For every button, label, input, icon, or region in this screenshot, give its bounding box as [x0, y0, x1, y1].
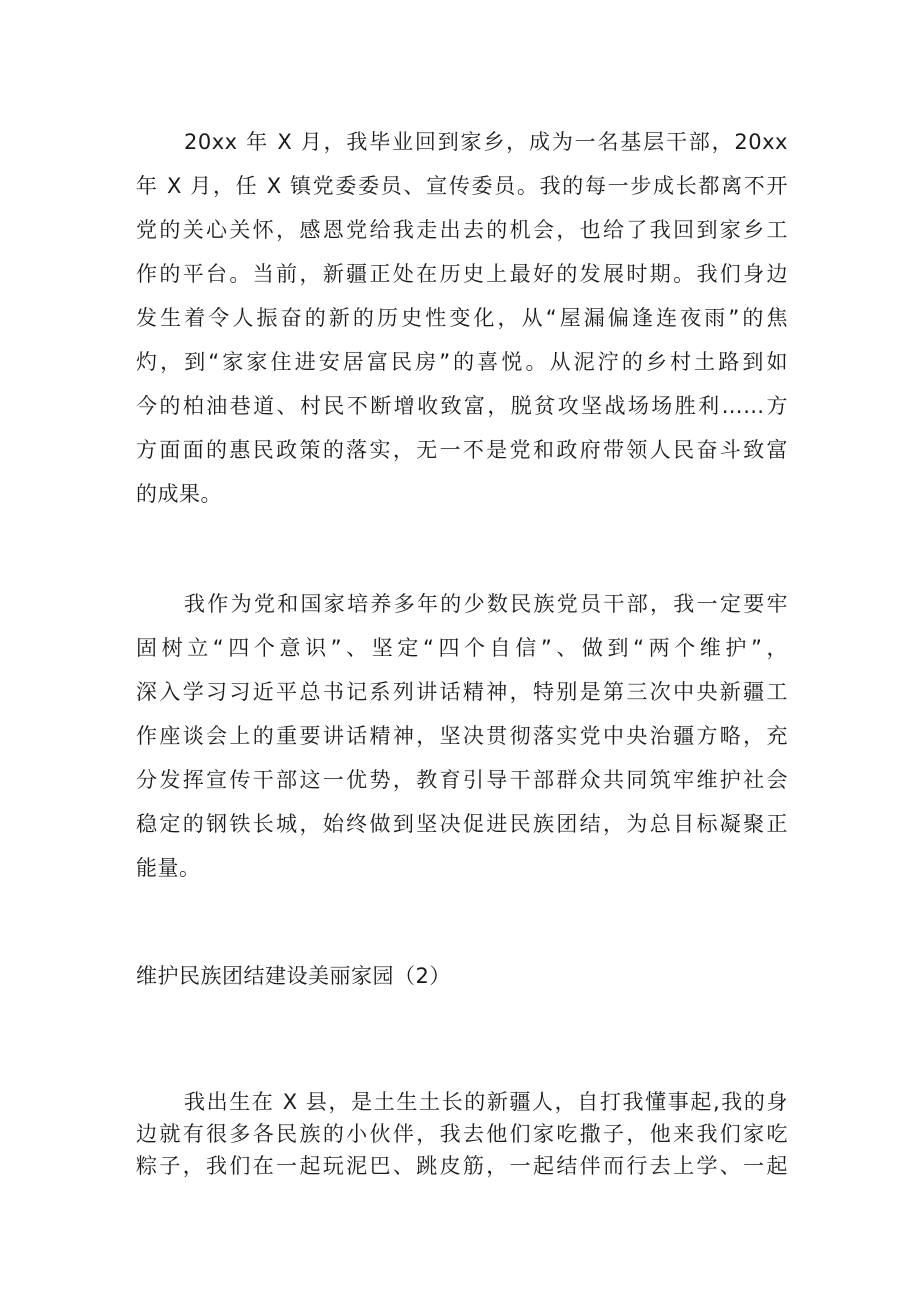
paragraph-line: 固树立“四个意识”、坚定“四个自信”、做到“两个维护”， [136, 636, 788, 660]
paragraph-line: 作的平台。当前，新疆正处在历史上最好的发展时期。我们身边 [136, 262, 788, 286]
paragraph-line: 的成果。 [136, 482, 222, 506]
paragraph-line: 发生着令人振奋的新的历史性变化，从“屋漏偏逢连夜雨”的焦 [136, 306, 788, 330]
paragraph-line: 边就有很多各民族的小伙伴，我去他们家吃撒子，他来我们家吃 [136, 1122, 788, 1146]
paragraph-line: 党的关心关怀，感恩党给我走出去的机会，也给了我回到家乡工 [136, 218, 788, 242]
paragraph-line: 我作为党和国家培养多年的少数民族党员干部，我一定要牢 [184, 592, 788, 616]
paragraph-line: 20xx 年 X 月，我毕业回到家乡，成为一名基层干部，20xx [184, 130, 788, 154]
paragraph-line: 方面面的惠民政策的落实，无一不是党和政府带领人民奋斗致富 [136, 438, 788, 462]
paragraph-line: 今的柏油巷道、村民不断增收致富，脱贫攻坚战场场胜利……方 [136, 394, 788, 418]
paragraph-line: 稳定的钢铁长城，始终做到坚决促进民族团结，为总目标凝聚正 [136, 812, 788, 836]
paragraph-line: 灼，到“家家住进安居富民房”的喜悦。从泥泞的乡村土路到如 [136, 350, 788, 374]
paragraph-line: 深入学习习近平总书记系列讲话精神，特别是第三次中央新疆工 [136, 680, 788, 704]
paragraph-line: 分发挥宣传干部这一优势，教育引导干部群众共同筑牢维护社会 [136, 768, 788, 792]
paragraph-line: 年 X 月，任 X 镇党委委员、宣传委员。我的每一步成长都离不开 [136, 174, 788, 198]
paragraph-line: 作座谈会上的重要讲话精神，坚决贯彻落实党中央治疆方略，充 [136, 724, 788, 748]
paragraph-line: 我出生在 X 县，是土生土长的新疆人，自打我懂事起,我的身 [184, 1090, 788, 1114]
paragraph-line: 粽子，我们在一起玩泥巴、跳皮筋，一起结伴而行去上学、一起 [136, 1154, 788, 1178]
section-heading: 维护民族团结建设美丽家园（2） [136, 964, 451, 988]
paragraph-line: 能量。 [136, 856, 201, 880]
